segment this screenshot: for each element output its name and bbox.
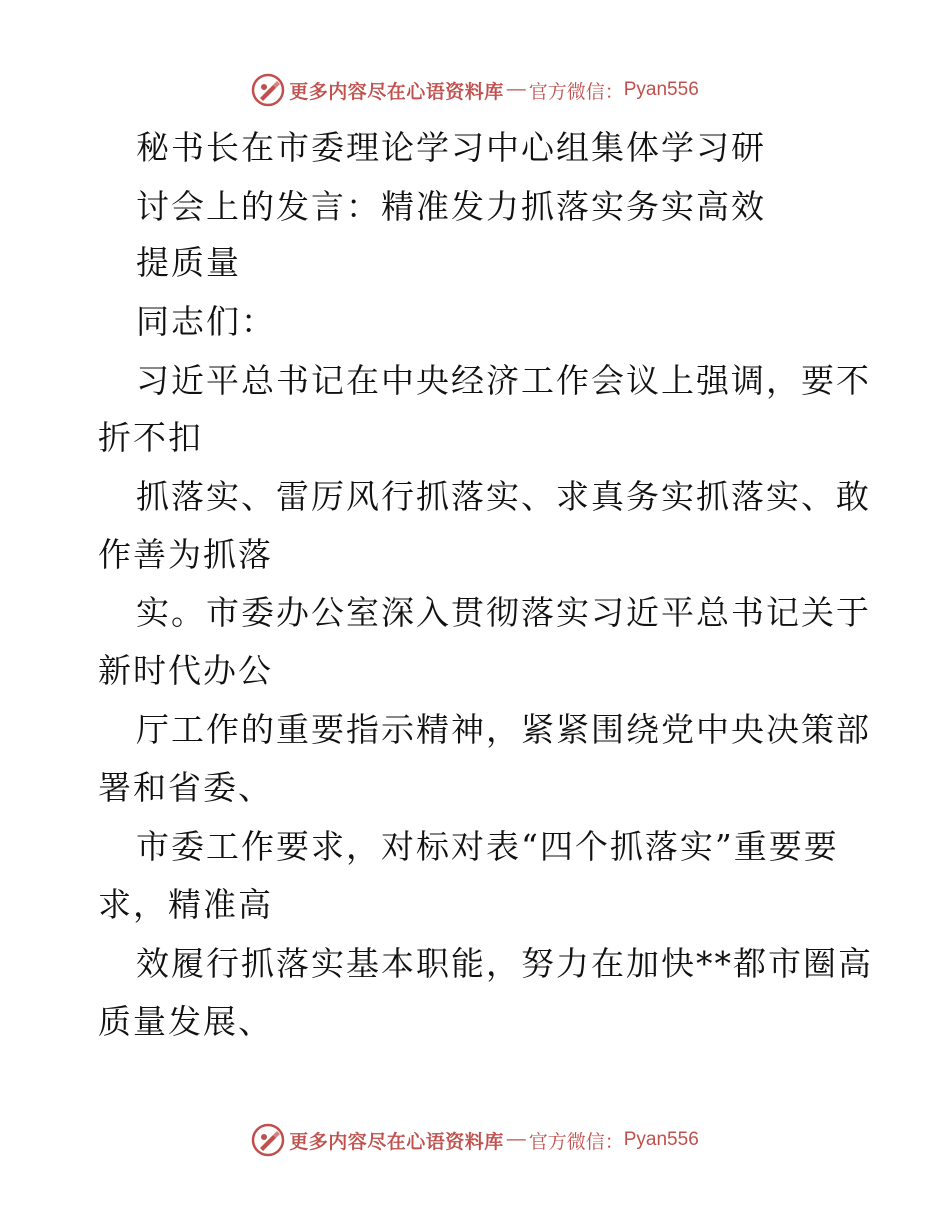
body-line: 效履行抓落实基本职能，努力在加快**都市圈高 [136,944,873,983]
salutation: 同志们： [136,302,276,341]
body-line: 折不扣 [98,418,203,457]
body-line: 习近平总书记在中央经济工作会议上强调，要不 [136,361,871,400]
header-watermark [0,70,950,110]
body-line: 求，精准高 [98,885,273,924]
watermark-wechat-label: 官方微信： [528,1130,624,1153]
watermark-separator: — [506,1129,526,1150]
watermark-brand: 更多内容尽在心语资料库 [289,80,504,103]
watermark-wechat-id: Pyan556 [623,1129,699,1150]
title-line-2: 讨会上的发言：精准发力抓落实务实高效 [136,187,766,226]
watermark-wechat-label: 官方微信： [528,80,624,103]
body-line: 实。市委办公室深入贯彻落实习近平总书记关于 [136,593,871,632]
body-line: 厅工作的重要指示精神，紧紧围绕党中央决策部 [136,710,871,749]
pen-logo-icon [251,1123,285,1157]
body-line: 抓落实、雷厉风行抓落实、求真务实抓落实、敢 [136,477,871,516]
footer-watermark [0,1120,950,1160]
watermark-separator: — [506,79,526,100]
pen-logo-icon [251,73,285,107]
body-line: 署和省委、 [98,768,273,807]
body-line: 作善为抓落 [98,535,273,574]
watermark-wechat-id: Pyan556 [623,79,699,100]
body-line: 新时代办公 [98,651,273,690]
body-line: 质量发展、 [98,1002,273,1041]
body-line: 市委工作要求，对标对表“四个抓落实”重要要 [136,827,839,866]
title-line-3: 提质量 [136,243,241,282]
title-line-1: 秘书长在市委理论学习中心组集体学习研 [136,128,766,167]
watermark-brand: 更多内容尽在心语资料库 [289,1130,504,1153]
